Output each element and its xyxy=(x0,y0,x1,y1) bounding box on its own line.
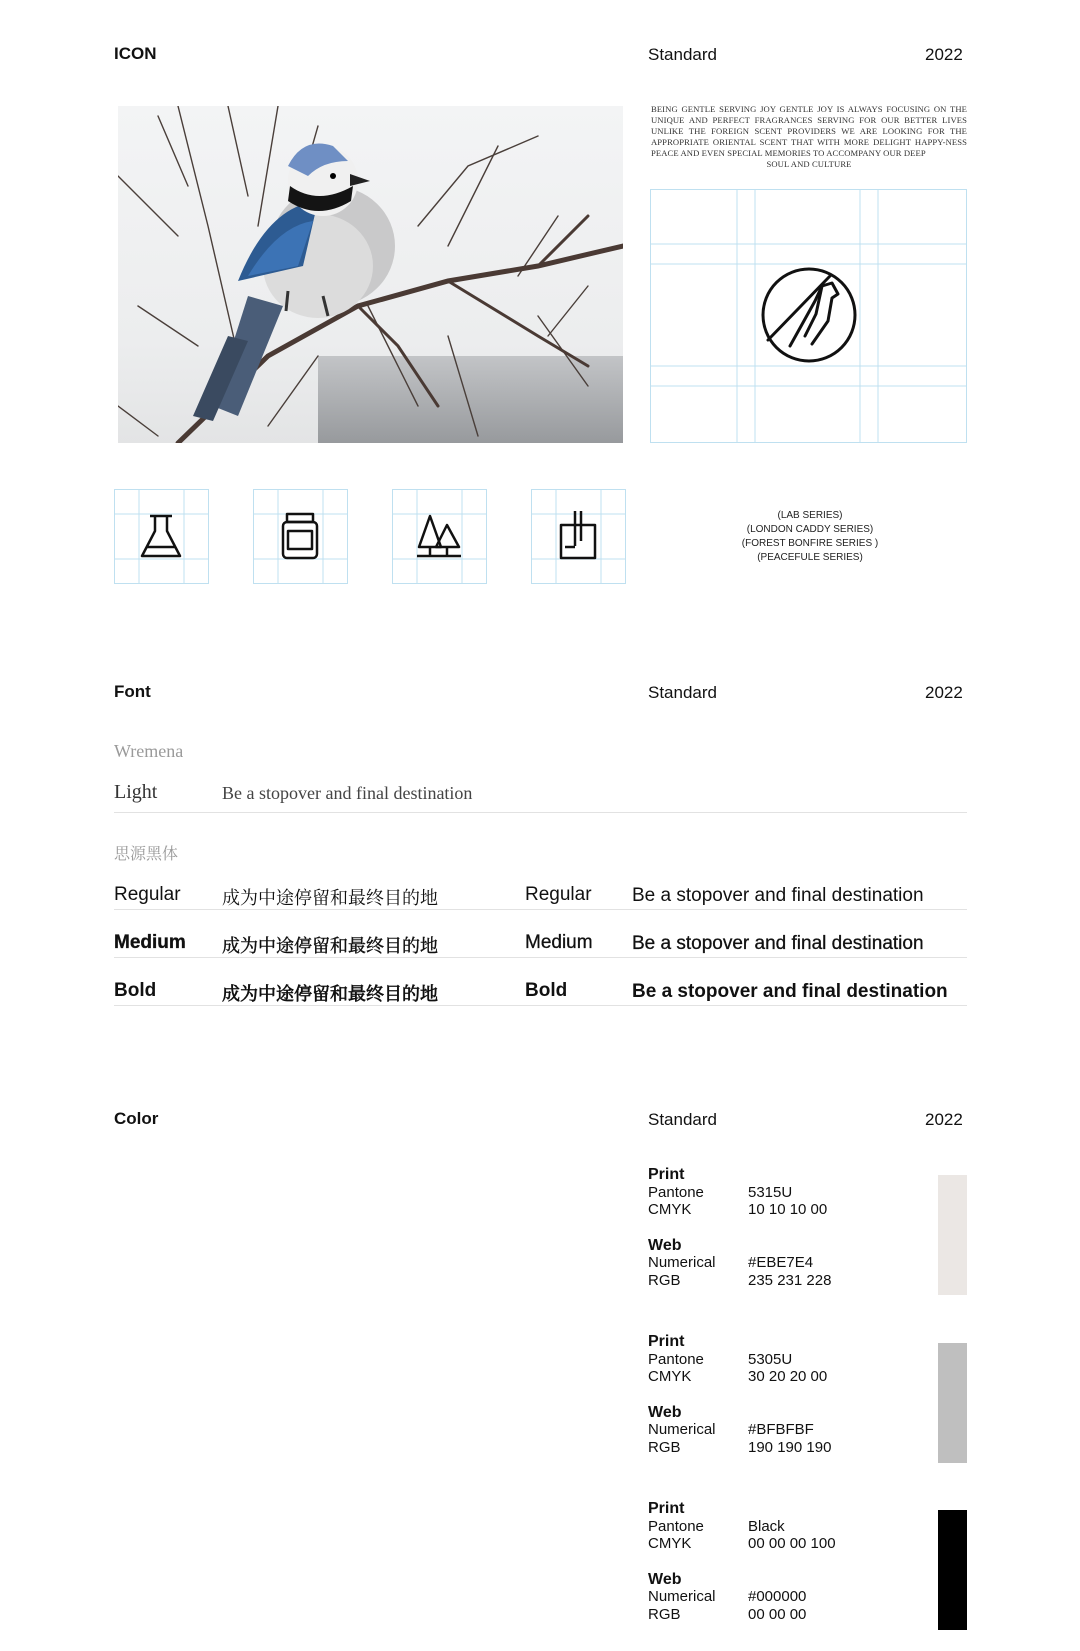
pantone-value: 5315U xyxy=(748,1183,793,1201)
latin-sample-medium: Be a stopover and final destination xyxy=(632,933,924,954)
color-section-year: 2022 xyxy=(925,1110,963,1129)
logo-grid xyxy=(650,189,967,443)
cmyk-value: 30 20 20 00 xyxy=(748,1368,828,1385)
series-icon-cell-london-caddy xyxy=(253,489,348,584)
divider xyxy=(114,957,967,958)
cmyk-value: 10 10 10 00 xyxy=(748,1201,828,1218)
rgb-value: 235 231 228 xyxy=(748,1271,832,1289)
reed-diffuser-icon xyxy=(553,511,603,566)
cjk-font-name: 思源黑体 xyxy=(114,844,179,863)
weight-label-medium-latin: Medium xyxy=(525,932,593,953)
color-section-standard: Standard xyxy=(648,1110,717,1129)
series-item: (LONDON CADDY SERIES) xyxy=(746,524,874,535)
icon-section-standard: Standard xyxy=(648,45,717,64)
cmyk-label: CMYK xyxy=(648,1368,692,1385)
brand-blurb-last-line: SOUL AND CULTURE xyxy=(766,159,852,169)
hex-value: #BFBFBF xyxy=(748,1421,814,1438)
hex-value: #000000 xyxy=(748,1588,807,1605)
brand-blurb-text: BEING GENTLE SERVING JOY GENTLE JOY IS ALWAYS FOCUSING ON THE UNIQUE AND PERFECT FRAGRANCES SERVING FOR OUR BETTER LIVES UNLIKE THE FOREIGN SCENT PROVIDERS WE ARE LOOKING FOR THE APPROPRIATE ORIENTAL SCENT THAT WITH MORE DELIGHT HAPPY-NESS PEACE AND EVEN SPECIAL MEMORIES TO ACCOMPANY OUR DEEP xyxy=(651,104,967,158)
pantone-value: 5305U xyxy=(748,1350,793,1368)
print-label: Print xyxy=(648,1500,685,1517)
bird-photo xyxy=(118,106,623,443)
weight-label-regular-latin: Regular xyxy=(525,884,592,905)
brand-blurb xyxy=(651,104,967,170)
pantone-label: Pantone xyxy=(648,1350,704,1368)
weight-label-bold-latin: Bold xyxy=(525,980,568,1001)
series-list xyxy=(700,509,920,565)
forest-icon xyxy=(414,511,464,566)
jar-icon xyxy=(275,511,325,566)
cmyk-label: CMYK xyxy=(648,1201,692,1218)
weight-label-bold: Bold xyxy=(114,980,157,1001)
color-section-title: Color xyxy=(114,1109,159,1128)
font-section-title: Font xyxy=(114,682,151,701)
series-icon-cell-peaceful xyxy=(531,489,626,584)
latin-font-sample: Be a stopover and final destination xyxy=(222,783,473,803)
numerical-label: Numerical xyxy=(648,1588,716,1605)
cjk-sample-bold: 成为中途停留和最终目的地 xyxy=(222,984,438,1005)
series-item: (LAB SERIES) xyxy=(777,510,843,521)
series-icon-cell-lab xyxy=(114,489,209,584)
cmyk-label: CMYK xyxy=(648,1535,692,1552)
weight-label-medium: Medium xyxy=(114,932,186,953)
color-spec-2 xyxy=(648,1333,968,1456)
pantone-value: Black xyxy=(748,1517,785,1535)
divider xyxy=(114,812,967,813)
latin-font-weight: Light xyxy=(114,781,158,803)
series-item: (PEACEFULE SERIES) xyxy=(757,552,863,563)
color-swatch-1 xyxy=(938,1175,967,1295)
print-label: Print xyxy=(648,1333,685,1350)
latin-sample-bold: Be a stopover and final destination xyxy=(632,981,948,1002)
latin-font-name: Wremena xyxy=(114,741,184,761)
rgb-label: RGB xyxy=(648,1271,681,1289)
color-spec-1 xyxy=(648,1166,968,1289)
rgb-label: RGB xyxy=(648,1438,681,1456)
font-section-standard: Standard xyxy=(648,683,717,702)
weight-label-regular: Regular xyxy=(114,884,181,905)
cjk-sample-regular: 成为中途停留和最终目的地 xyxy=(222,888,438,909)
color-swatch-2 xyxy=(938,1343,967,1463)
bird-circle-logo-icon xyxy=(760,266,858,364)
divider xyxy=(114,909,967,910)
numerical-label: Numerical xyxy=(648,1254,716,1271)
font-section-year: 2022 xyxy=(925,683,963,702)
hex-value: #EBE7E4 xyxy=(748,1254,814,1271)
icon-section-title: ICON xyxy=(114,44,157,63)
pantone-label: Pantone xyxy=(648,1517,704,1535)
cjk-sample-medium: 成为中途停留和最终目的地 xyxy=(222,936,438,957)
divider xyxy=(114,1005,967,1006)
color-swatch-3 xyxy=(938,1510,967,1630)
web-label: Web xyxy=(648,1570,682,1588)
color-spec-3 xyxy=(648,1500,968,1623)
rgb-label: RGB xyxy=(648,1605,681,1623)
series-item: (FOREST BONFIRE SERIES ) xyxy=(741,538,879,549)
numerical-label: Numerical xyxy=(648,1421,716,1438)
series-icon-cell-forest-bonfire xyxy=(392,489,487,584)
print-label: Print xyxy=(648,1166,685,1183)
icon-section-year: 2022 xyxy=(925,45,963,64)
pantone-label: Pantone xyxy=(648,1183,704,1201)
latin-sample-regular: Be a stopover and final destination xyxy=(632,885,924,906)
flask-icon xyxy=(136,511,186,566)
cmyk-value: 00 00 00 100 xyxy=(748,1535,836,1552)
web-label: Web xyxy=(648,1403,682,1421)
rgb-value: 00 00 00 xyxy=(748,1605,807,1623)
web-label: Web xyxy=(648,1236,682,1254)
rgb-value: 190 190 190 xyxy=(748,1438,832,1456)
